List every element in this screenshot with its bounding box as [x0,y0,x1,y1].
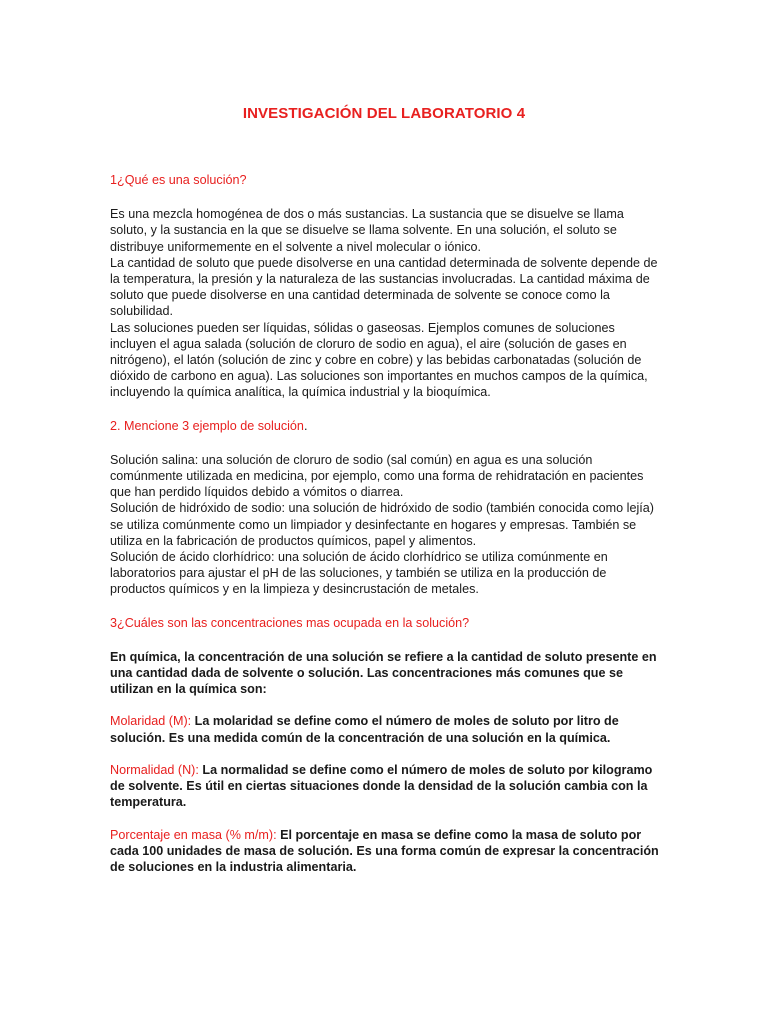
question-2-heading-period: . [303,418,308,433]
q1-paragraph-1: Es una mezcla homogénea de dos o más sustancias. La sustancia que se disuelve se llama soluto, y la sustancia en la que se disuelve se llama solvente. En una solución, el soluto se distribuye uniformemente en el solvente a nivel molecular o iónico. [110,207,624,254]
q3-item-molaridad [110,713,660,745]
question-3-heading: 3¿Cuáles son las concentraciones mas ocupada en la solución? [110,615,470,630]
q1-paragraph-3: Las soluciones pueden ser líquidas, sólidas o gaseosas. Ejemplos comunes de soluciones incluyen el agua salada (solución de cloruro de sodio en agua), el aire (solución de gases en nitrógeno), el latón (solución de zinc y cobre en cobre) y las bebidas carbonatadas (solución de dióxido de carbono en agua). Las soluciones son importantes en muchos campos de la química, incluyendo la química analítica, la química industrial y la bioquímica. [110,320,648,400]
question-2-heading [110,418,660,434]
q2-example-1: Solución salina: una solución de cloruro de sodio (sal común) en agua es una solución comúnmente utilizada en medicina, por ejemplo, como una forma de rehidratación en pacientes que han perdido líquidos debido a vómitos o diarrea. [110,452,644,500]
document-body [110,172,660,875]
document-title: INVESTIGACIÓN DEL LABORATORIO 4 [242,105,526,122]
question-1-heading: 1¿Qué es una solución? [110,173,247,187]
q3-text-porcentaje-masa: El porcentaje en masa se define como la masa de soluto por cada 100 unidades de masa de solución. Es una forma común de expresar la concentración de soluciones en la industria alimentaria. [110,827,659,874]
q2-example-2: Solución de hidróxido de sodio: una solución de hidróxido de sodio (también conocida como lejía) se utiliza comúnmente como un limpiador y desinfectante en hogares y empresas. También se utiliza en la fabricación de productos químicos, papel y alimentos. [110,501,654,548]
q1-paragraph-2: La cantidad de soluto que puede disolverse en una cantidad determinada de solvente depende de la temperatura, la presión y la naturaleza de las sustancias involucradas. La cantidad máxima de soluto que puede disolverse en una cantidad determinada de solvente se conoce como la solubilidad. [110,255,658,319]
q3-item-normalidad [110,762,660,811]
q3-text-normalidad: La normalidad se define como el número de moles de soluto por kilogramo de solvente. Es útil en ciertas situaciones donde la densidad de la solución cambia con la temperatura. [110,762,653,810]
q3-term-molaridad: Molaridad (M): [110,714,192,729]
q3-item-porcentaje-masa [110,827,660,876]
q3-term-porcentaje-masa: Porcentaje en masa (% m/m): [110,827,277,842]
q3-term-normalidad: Normalidad (N): [110,762,199,777]
q3-intro: En química, la concentración de una solución se refiere a la cantidad de soluto presente en una cantidad dada de solvente o solución. Las concentraciones más comunes que se utilizan en la química son: [110,649,657,697]
q2-example-3: Solución de ácido clorhídrico: una solución de ácido clorhídrico se utiliza comúnmente en laboratorios para ajustar el pH de las soluciones, y también se utiliza en la producción de productos químicos y en la limpieza y desincrustación de metales. [110,550,608,597]
q3-text-molaridad: La molaridad se define como el número de moles de soluto por litro de solución. Es una medida común de la concentración de una solución en la química. [110,714,619,745]
question-2-heading-text: 2. Mencione 3 ejemplo de solución [110,418,304,433]
